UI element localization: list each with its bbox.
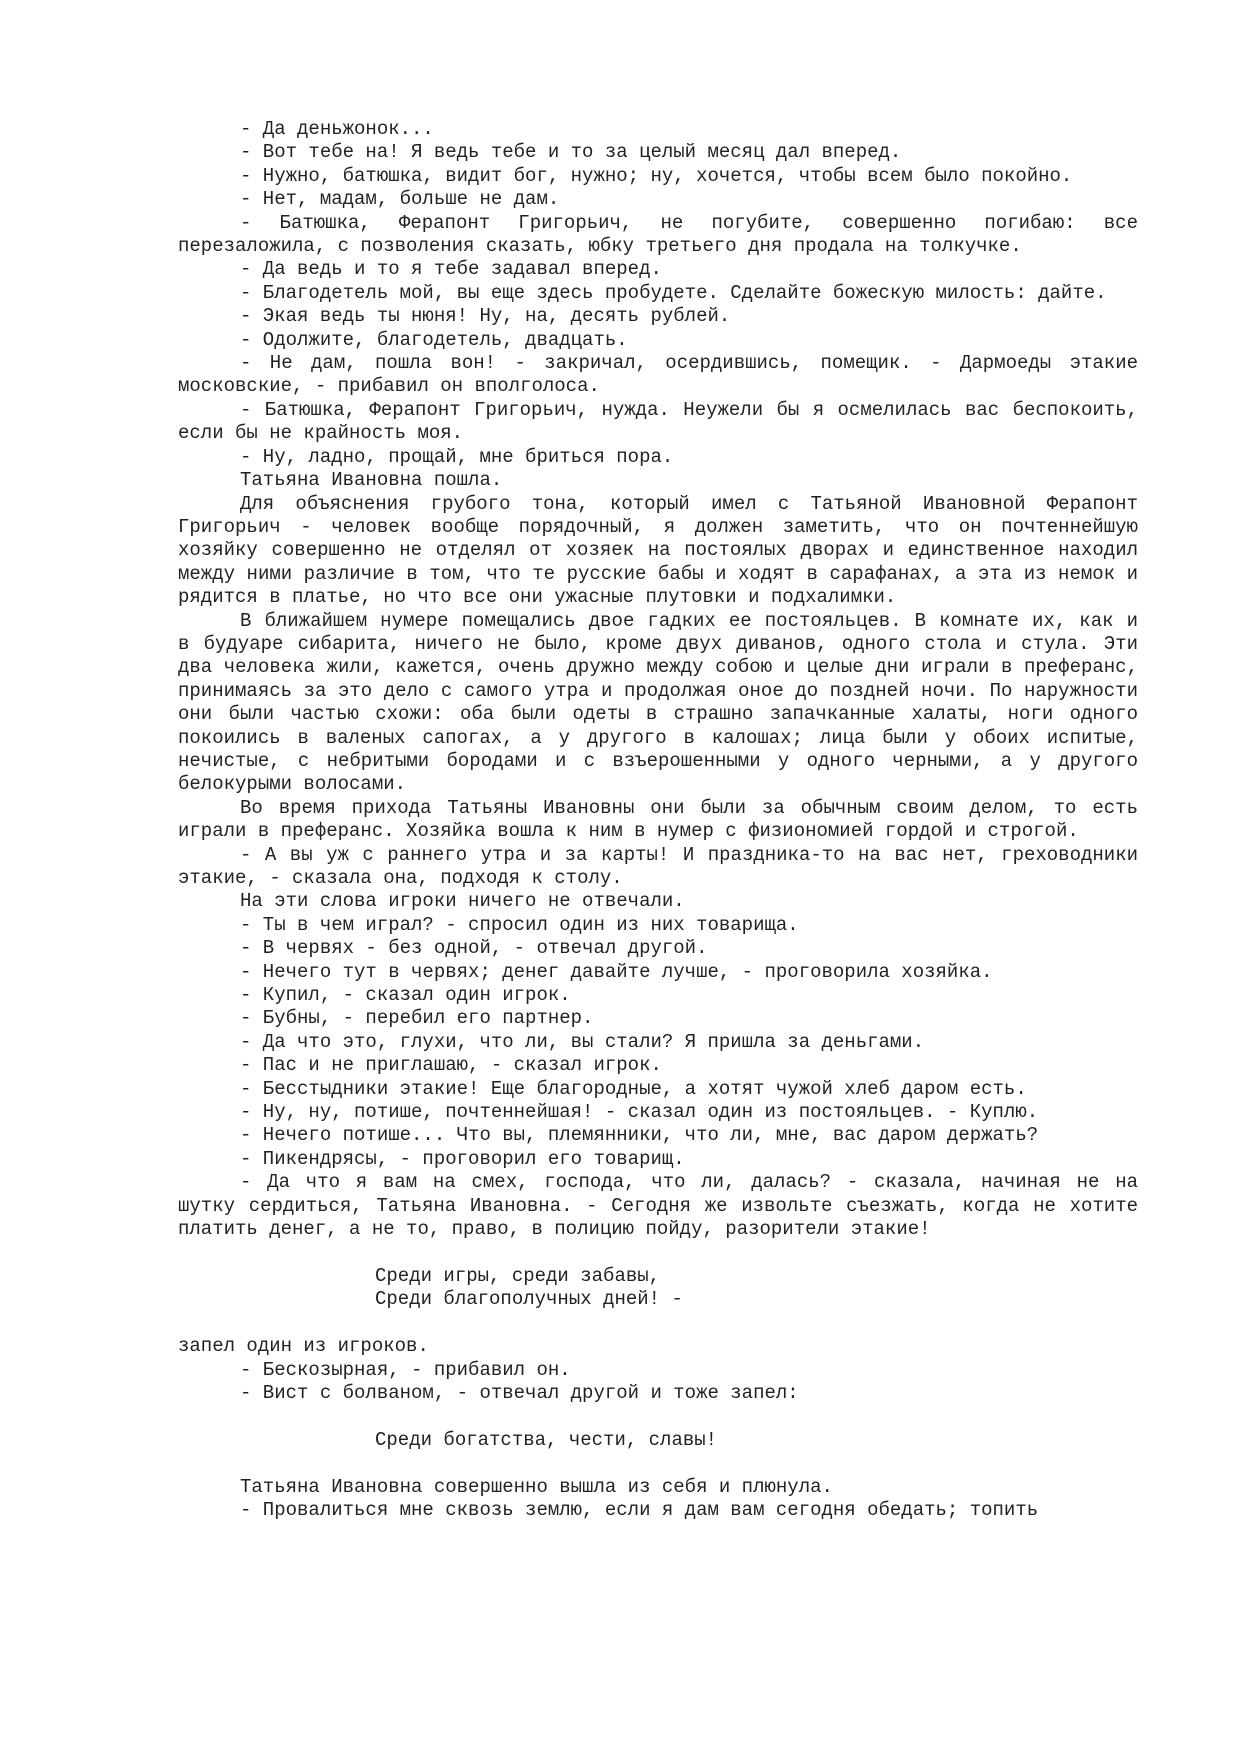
- paragraph: - Нет, мадам, больше не дам.: [240, 188, 560, 211]
- paragraph: - Батюшка, Ферапонт Григорьич, нужда. Неужели бы я осмелилась вас беспокоить, если бы не крайность моя.: [178, 398, 1138, 445]
- paragraph: В ближайшем нумере помещались двое гадких ее постояльцев. В комнате их, как и в будуаре сибарита, ничего не было, кроме двух диванов, одного стола и стула. Эти два человека жили, кажется, очень дружно между собою и целые дни играли в преферанс, принимаясь за это дело с самого утра и продолжая оное до поздней ночи. По наружности они были частью схожи: оба были одеты в страшно запачканные халаты, ноги одного покоились в валеных сапогах, а у другого в калошах; лица были у обоих испитые, нечистые, с небритыми бородами и с взъерошенными у одного черными, а у другого белокурыми волосами.: [178, 609, 1138, 796]
- dialogue-block-c: [178, 1476, 1138, 1523]
- paragraph: - Да ведь и то я тебе задавал вперед.: [240, 258, 662, 281]
- paragraph: - Провалиться мне сквозь землю, если я дам вам сегодня обедать; топить: [240, 1498, 1039, 1521]
- dialogue-block-a: [178, 118, 1138, 1242]
- document-page: [178, 118, 1138, 1522]
- paragraph: - Благодетель мой, вы еще здесь пробудете. Сделайте божескую милость: дайте.: [240, 281, 1107, 304]
- paragraph: - Ты в чем играл? - спросил один из них товарища.: [240, 913, 799, 936]
- paragraph: - Пас и не приглашаю, - сказал игрок.: [240, 1054, 662, 1077]
- spacer: [178, 1452, 1138, 1475]
- verse-line: Среди богатства, чести, славы!: [375, 1428, 718, 1451]
- paragraph: - Бесстыдники этакие! Еще благородные, а хотят чужой хлеб даром есть.: [240, 1077, 1027, 1100]
- paragraph: - Ну, ну, потише, почтеннейшая! - сказал один из постояльцев. - Куплю.: [240, 1101, 1039, 1124]
- paragraph: - Экая ведь ты нюня! Ну, на, десять рублей.: [240, 305, 731, 328]
- paragraph: - Нечего тут в червях; денег давайте лучше, - проговорила хозяйка.: [240, 960, 993, 983]
- paragraph: - Одолжите, благодетель, двадцать.: [240, 328, 628, 351]
- paragraph: - Пикендрясы, - проговорил его товарищ.: [240, 1147, 685, 1170]
- paragraph: - Вот тебе на! Я ведь тебе и то за целый месяц дал вперед.: [240, 141, 902, 164]
- paragraph: На эти слова игроки ничего не отвечали.: [240, 890, 685, 913]
- paragraph: - Вист с болваном, - отвечал другой и тоже запел:: [240, 1381, 799, 1404]
- paragraph: Для объяснения грубого тона, который имел с Татьяной Ивановной Ферапонт Григорьич - человек вообще порядочный, я должен заметить, что он почтеннейшую хозяйку совершенно не отделял от хозяек на постоялых дворах и единственное находил между ними различие в том, что те русские бабы и ходят в сарафанах, а эта из немок и рядится в платье, но что все они ужасные плутовки и подхалимки.: [178, 492, 1138, 609]
- paragraph: - А вы уж с раннего утра и за карты! И праздника-то на вас нет, греховодники этакие, - сказала она, подходя к столу.: [178, 843, 1138, 889]
- dialogue-block-b: [178, 1359, 1138, 1406]
- paragraph: - Купил, - сказал один игрок.: [240, 984, 571, 1007]
- paragraph: - Да что я вам на смех, господа, что ли, далась? - сказала, начиная не на шутку сердиться, Татьяна Ивановна. - Сегодня же извольте съезжать, когда не хотите платить денег, а не то, право, в полицию пойду, разорители этакие!: [178, 1171, 1138, 1241]
- paragraph: - Не дам, пошла вон! - закричал, осердившись, помещик. - Дармоеды этакие московские, - прибавил он вполголоса.: [178, 352, 1138, 398]
- spacer: [178, 1242, 1138, 1265]
- paragraph-after-verse: запел один из игроков.: [178, 1335, 429, 1358]
- spacer: [178, 1405, 1138, 1428]
- paragraph: - Ну, ладно, прощай, мне бриться пора.: [240, 445, 674, 468]
- paragraph: Во время прихода Татьяны Ивановны они были за обычным своим делом, то есть играли в преферанс. Хозяйка вошла к ним в нумер с физиономией гордой и строгой.: [178, 796, 1138, 843]
- spacer: [178, 1312, 1138, 1335]
- paragraph: - Да что это, глухи, что ли, вы стали? Я пришла за деньгами.: [240, 1030, 925, 1053]
- verse-block-2: [178, 1429, 1138, 1452]
- paragraph: - Бескозырная, - прибавил он.: [240, 1358, 571, 1381]
- paragraph: - Нечего потише... Что вы, племянники, что ли, мне, вас даром держать?: [240, 1124, 1039, 1147]
- verse-line: Среди благополучных дней! -: [375, 1288, 683, 1311]
- paragraph: - Бубны, - перебил его партнер.: [240, 1007, 594, 1030]
- verse-block-1: [178, 1265, 1138, 1312]
- paragraph: Татьяна Ивановна совершенно вышла из себя и плюнула.: [240, 1475, 833, 1498]
- paragraph: - В червях - без одной, - отвечал другой.: [240, 937, 708, 960]
- paragraph: - Батюшка, Ферапонт Григорьич, не погубите, совершенно погибаю: все перезаложила, с позволения сказать, юбку третьего дня продала на толкучке.: [178, 211, 1138, 258]
- paragraph: Татьяна Ивановна пошла.: [240, 469, 503, 492]
- verse-line: Среди игры, среди забавы,: [375, 1264, 661, 1287]
- paragraph: - Нужно, батюшка, видит бог, нужно; ну, хочется, чтобы всем было покойно.: [240, 164, 1073, 187]
- paragraph: - Да деньжонок...: [240, 118, 434, 140]
